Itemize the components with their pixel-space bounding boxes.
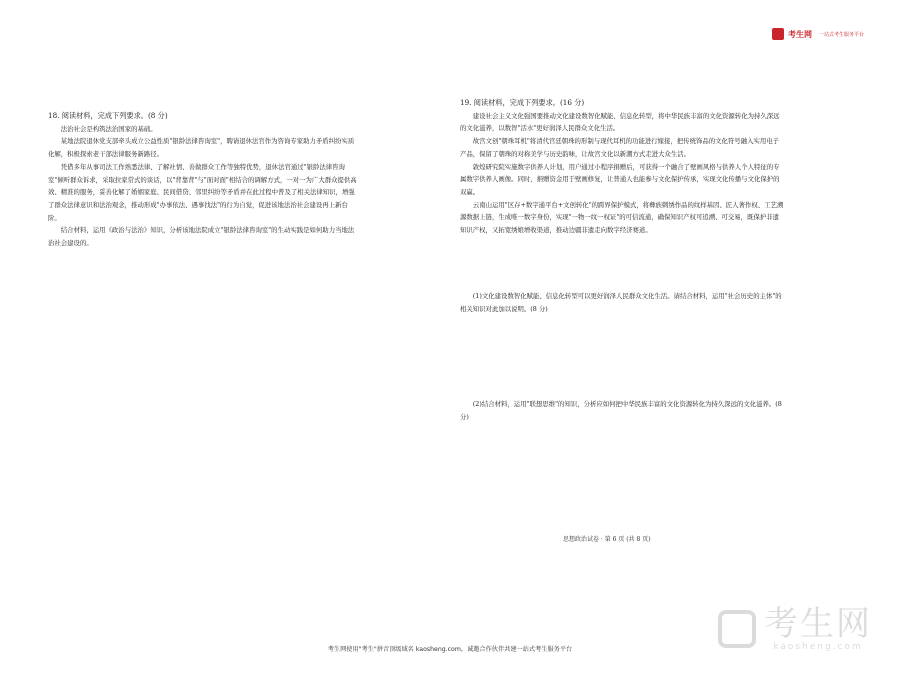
question-18-paragraph: 凭借多年从事司法工作熟悉法律、了解社情、善做群众工作等独特优势，退休法官通过"银龄法律咨询室"倾听群众诉求，采取拉家常式的谈话，以"背靠背"与"面对面"相结合的调解方式，一对一为广大群众提供高效、精准的服务，妥善化解了婚姻家庭、民间借贷、邻里纠纷等矛盾并在此过程中普及了相关法律知识，增强了群众法律意识和法治观念，推动形成"办事依法、遇事找法"的行为自觉，促进该地法治社会建设再上新台阶。 bbox=[48, 162, 357, 222]
brand-tagline: 一站式考生服务平台 bbox=[818, 31, 864, 38]
question-18-heading: 18. 阅读材料，完成下列要求。(8 分) bbox=[48, 111, 168, 120]
question-19-paragraph: 故宫文创"朝珠耳机"将清代官廷朝珠的形制与现代耳机的功能进行嫁接，把传统饰品的文化符号融入实用电子产品，保留了朝珠的对称美学与历史韵味，让故宫文化以新潮方式走进大众生活。 bbox=[460, 137, 780, 158]
question-19-paragraph: 建设社会主义文化强国要推动文化建设数智化赋能、信息化转型，将中华民族丰富的文化资源转化为持久深远的文化滋养，以数智"活水"更好润泽人民群众文化生活。 bbox=[460, 111, 780, 133]
footer-notice: 考生网使用"考生"拼音顶级域名 kaosheng.com，诚邀合作伙伴共建一站式考生服务平台 bbox=[327, 646, 573, 653]
question-19 bbox=[460, 97, 785, 237]
question-18-paragraph: 法治社会是构筑法治国家的基础。 bbox=[60, 124, 157, 133]
question-19-sub-2: (2)结合材料，运用"联想思维"的知识，分析应如何把中华民族丰富的文化资源转化为持久深远的文化滋养。(8 分) bbox=[460, 400, 782, 421]
watermark-en: kaosheng.com bbox=[773, 642, 863, 652]
page-number: 思想政治试卷 · 第 6 页 (共 8 页) bbox=[563, 536, 651, 543]
question-19-heading: 19. 阅读材料，完成下列要求。(16 分) bbox=[460, 98, 585, 107]
brand-icon bbox=[772, 28, 784, 40]
question-19-sub-1: (1)文化建设数智化赋能、信息化转型可以更好润泽人民群众文化生活。请结合材料，运用"社会历史的主体"的相关知识对此加以说明。(8 分) bbox=[460, 292, 782, 313]
brand-name: 考生网 bbox=[787, 29, 812, 39]
question-18 bbox=[48, 110, 358, 250]
question-19-paragraph: 云南山运用"区存+数字通平台+文创转化"的跨界保护模式，将彝族刺绣作品的纹样基因、匠人著作权、工艺溯源数据上链，生成唯一数字身份，实现"一物一纹一权证"的可信流通，确保知识产权可追溯、可交易，既保护非遗知识产权，又拓宽绣娘增收渠道，推动边疆非遗走向数字经济赛道。 bbox=[460, 200, 784, 235]
watermark-cn: 考生网 bbox=[764, 604, 872, 644]
question-18-prompt: 结合材料，运用《政治与法治》知识，分析该地法院成立"银龄法律咨询室"的生动实践是如何助力当地法治社会建设的。 bbox=[48, 226, 355, 248]
question-18-paragraph: 某地法院退休党支部牵头成立公益性质"银龄法律咨询室"，聘请退休法官作为咨询专家助力矛盾纠纷实质化解，积极探索老干部法律服务新路径。 bbox=[48, 137, 355, 159]
question-19-paragraph: 敦煌研究院实施数字供养人计划，用户通过小程序捐赠后，可获得一个融合了壁画风格与供养人个人特征的专属数字供养人画像。同时，捐赠资金用于壁画修复，让普通人也能参与文化保护传承，实现文化传播与文化保护的双赢。 bbox=[460, 162, 780, 196]
watermark-logo-icon bbox=[718, 610, 756, 648]
brand-logo bbox=[772, 28, 864, 40]
